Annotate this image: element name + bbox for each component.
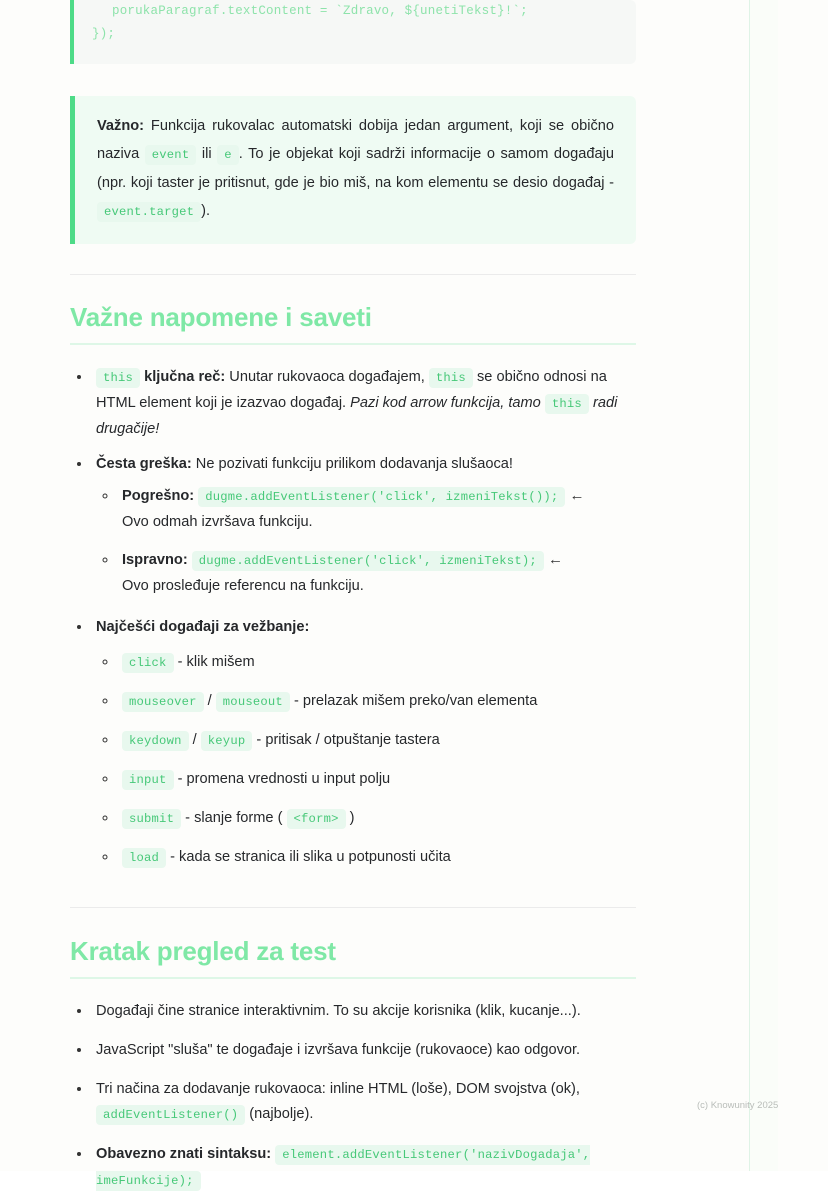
- this-italic-1: Pazi kod arrow funkcija, tamo: [350, 395, 541, 411]
- wrong-note: Ovo odmah izvršava funkciju.: [122, 514, 313, 530]
- list-item-summary: [92, 1077, 638, 1128]
- list-item-event: [118, 806, 638, 832]
- event-desc: - slanje forme (: [181, 810, 287, 826]
- section-title-napomene: Važne napomene i saveti: [70, 302, 372, 332]
- callout-text-3: . To je objekat koji sadrži informacije o samom događaju (npr. koji taster je pritisnut, gde je bio miš, na kom elementu se desio događaj -: [97, 146, 614, 191]
- callout-code-event-target: event.target: [97, 202, 201, 222]
- list-item-event: [118, 728, 638, 754]
- events-bold: Najčešći događaji za vežbanje:: [96, 619, 310, 635]
- section-title-pregled: Kratak pregled za test: [70, 936, 336, 966]
- code-event-load: load: [122, 848, 166, 868]
- event-desc: - kada se stranica ili slika u potpunosti učita: [166, 849, 451, 865]
- mistake-text: Ne pozivati funkciju prilikom dodavanja slušaoca!: [191, 456, 513, 472]
- event-desc: - klik mišem: [173, 654, 255, 670]
- code-line-2: });: [92, 27, 116, 41]
- code-line-1: porukaParagraf.textContent = `Zdravo, ${unetiTekst}!`;: [112, 4, 528, 18]
- list-item-event: [118, 845, 638, 871]
- callout-paragraph: [97, 112, 614, 226]
- this-text-a: Unutar rukovaoca događajem,: [225, 369, 429, 385]
- right-note: Ovo prosleđuje referencu na funkciju.: [122, 578, 364, 594]
- callout-text-1: Funkcija rukovalac automatski dobija jedan argument, koji se obično naziva: [97, 118, 614, 162]
- list-item-wrong: [118, 483, 638, 535]
- code-this-2: this: [429, 368, 473, 388]
- callout-text-4: ).: [201, 203, 211, 219]
- summary-text-before: Tri načina za dodavanje rukovaoca: inline HTML (loše), DOM svojstva (ok),: [96, 1081, 580, 1097]
- code-this-3: this: [545, 394, 589, 414]
- callout-text-2: ili: [196, 146, 218, 162]
- event-desc-after: ): [345, 810, 355, 826]
- this-text-b: se obično odnosi na HTML element koji je izazvao događaj.: [96, 369, 607, 411]
- list-item-summary: [92, 1038, 638, 1063]
- event-sep: /: [188, 732, 201, 748]
- code-form-tag: <form>: [287, 809, 346, 829]
- summary-text: JavaScript "sluša" te događaje i izvršava funkcije (rukovaoce) kao odgovor.: [96, 1042, 581, 1058]
- list-item-common-mistake: [92, 452, 638, 599]
- important-callout: [70, 96, 636, 244]
- event-sep: /: [203, 693, 216, 709]
- list-item-event: [118, 689, 638, 715]
- mistake-bold: Česta greška:: [96, 456, 192, 472]
- event-desc: - pritisak / otpuštanje tastera: [252, 732, 440, 748]
- list-item-this-keyword: [92, 365, 638, 442]
- right-label: Ispravno:: [122, 552, 188, 568]
- document-content: [70, 0, 638, 1200]
- code-event-keyup: keyup: [201, 731, 253, 751]
- syntax-bold: Obavezno znati sintaksu:: [96, 1146, 272, 1162]
- code-addeventlistener: addEventListener(): [96, 1105, 245, 1125]
- list-item-common-events: [92, 615, 638, 871]
- code-event-input: input: [122, 770, 174, 790]
- summary-list: [70, 999, 638, 1194]
- tips-list: [70, 365, 638, 871]
- code-syntax-full: element.addEventListener('nazivDogadaja', imeFunkcije);: [96, 1145, 590, 1191]
- callout-code-event: event: [145, 145, 197, 165]
- event-desc: - promena vrednosti u input polju: [173, 771, 391, 787]
- callout-label: Važno:: [97, 118, 145, 134]
- arrow-left-right: ←: [547, 551, 563, 568]
- summary-text: Događaji čine stranice interaktivnim. To su akcije korisnika (klik, kucanje...).: [96, 1003, 581, 1019]
- callout-code-e: e: [217, 145, 239, 165]
- events-sublist: [96, 650, 638, 871]
- code-block: [70, 0, 636, 64]
- code-event-click: click: [122, 653, 174, 673]
- list-item-event: [118, 650, 638, 676]
- list-item-summary: [92, 1142, 638, 1194]
- footer-copyright: (c) Knowunity 2025: [697, 1100, 779, 1111]
- wrong-label: Pogrešno:: [122, 488, 195, 504]
- mistake-sublist: [96, 483, 638, 599]
- summary-text-after: (najbolje).: [245, 1106, 314, 1122]
- this-italic-2: radi drugačije!: [96, 395, 618, 437]
- list-item-event: [118, 767, 638, 793]
- arrow-left-wrong: ←: [569, 487, 585, 504]
- code-event-keydown: keydown: [122, 731, 189, 751]
- list-item-summary: [92, 999, 638, 1024]
- list-item-right: [118, 547, 638, 599]
- code-right-example: dugme.addEventListener('click', izmeniTekst);: [192, 551, 544, 571]
- this-bold: ključna reč:: [144, 369, 226, 385]
- code-event-mouseout: mouseout: [216, 692, 290, 712]
- code-event-submit: submit: [122, 809, 181, 829]
- code-event-mouseover: mouseover: [122, 692, 204, 712]
- event-desc: - prelazak mišem preko/van elementa: [289, 693, 538, 709]
- page-right-shade: [750, 0, 778, 1171]
- code-this-1: this: [96, 368, 140, 388]
- code-wrong-example: dugme.addEventListener('click', izmeniTekst());: [198, 487, 565, 507]
